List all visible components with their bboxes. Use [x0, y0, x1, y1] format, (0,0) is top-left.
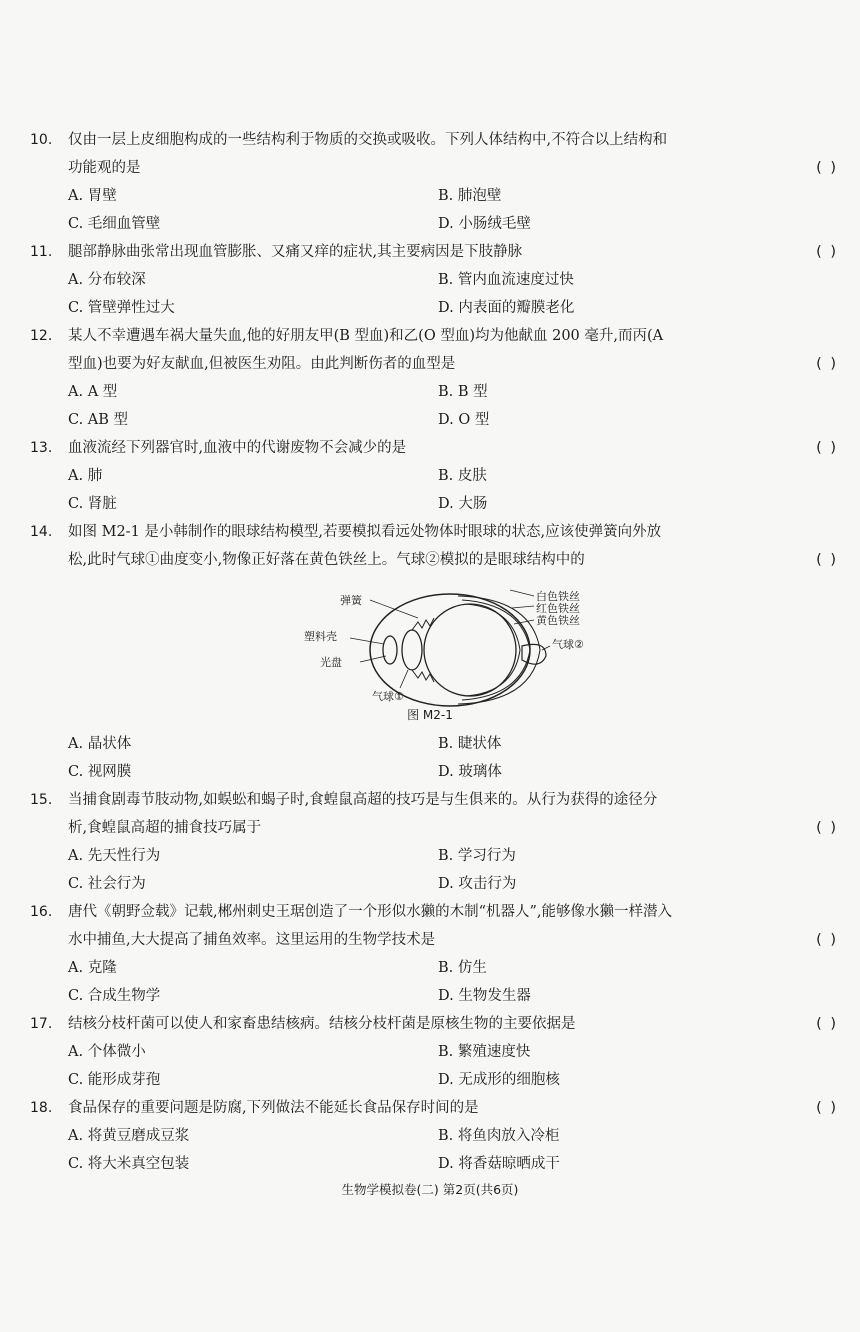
question-14-options: [30, 730, 848, 786]
options: [68, 182, 848, 238]
question-number: 14.: [30, 524, 53, 540]
option-c: C. AB 型: [68, 412, 129, 428]
option-a: A. 分布较深: [68, 272, 146, 288]
stem-line: 水中捕鱼,大大提高了捕鱼效率。这里运用的生物学技术是: [68, 932, 436, 948]
stem-line: 如图 M2-1 是小韩制作的眼球结构模型,若要模拟看远处物体时眼球的状态,应该使弹簧向外放: [68, 524, 662, 540]
options: [68, 378, 848, 434]
stem-line: 食品保存的重要问题是防腐,下列做法不能延长食品保存时间的是: [68, 1100, 479, 1116]
question-11: [30, 238, 848, 322]
option-b: B. 学习行为: [438, 848, 516, 864]
option-a: A. 晶状体: [68, 736, 132, 752]
option-a: A. 肺: [68, 468, 103, 484]
option-a: A. A 型: [68, 384, 118, 400]
question-number: 16.: [30, 904, 53, 920]
option-b: B. 仿生: [438, 960, 487, 976]
balloon-2: [522, 644, 546, 664]
question-14: [30, 518, 848, 574]
option-b: B. 将鱼肉放入冷柜: [438, 1128, 560, 1144]
option-a: A. 个体微小: [68, 1044, 146, 1060]
page-footer: 生物学模拟卷(二) 第2页(共6页): [341, 1182, 519, 1197]
label-white-wire: 白色铁丝: [536, 590, 580, 603]
answer-bracket: ( ): [816, 440, 838, 456]
stem-line: 仅由一层上皮细胞构成的一些结构利于物质的交换或吸收。下列人体结构中,不符合以上结构和: [68, 132, 668, 148]
stem-line: 析,食蝗鼠高超的捕食技巧属于: [68, 820, 262, 836]
stem-line: 腿部静脉曲张常出现血管膨胀、又痛又痒的症状,其主要病因是下肢静脉: [68, 244, 523, 260]
question-13: [30, 434, 848, 518]
option-d: D. 无成形的细胞核: [438, 1072, 560, 1088]
answer-bracket: ( ): [816, 356, 838, 372]
question-number: 10.: [30, 132, 53, 148]
question-number: 12.: [30, 328, 53, 344]
option-b: B. 肺泡壁: [438, 188, 502, 204]
question-17: [30, 1010, 848, 1094]
answer-bracket: ( ): [816, 160, 838, 176]
inner-circle: [424, 604, 516, 696]
question-number: 17.: [30, 1016, 53, 1032]
question-number: 13.: [30, 440, 53, 456]
option-d: D. O 型: [438, 412, 490, 428]
question-number: 15.: [30, 792, 53, 808]
answer-bracket: ( ): [816, 244, 838, 260]
option-a: A. 克隆: [68, 960, 117, 976]
stem-line: 某人不幸遭遇车祸大量失血,他的好朋友甲(B 型血)和乙(O 型血)均为他献血 200 毫升,而丙(A: [68, 328, 664, 344]
option-d: D. 大肠: [438, 496, 488, 512]
options: [68, 1038, 848, 1094]
answer-bracket: ( ): [816, 552, 838, 568]
options: [68, 1122, 848, 1178]
question-stem: [68, 898, 838, 954]
label-disc: 光盘: [320, 656, 342, 669]
question-18: [30, 1094, 848, 1178]
stem-line: 唐代《朝野佥载》记载,郴州刺史王琚创造了一个形似水獭的木制“机器人”,能够像水獭一样潜入: [68, 904, 673, 920]
answer-bracket: ( ): [816, 932, 838, 948]
label-plastic-shell: 塑料壳: [304, 630, 337, 643]
option-b: B. 睫状体: [438, 736, 502, 752]
option-d: D. 内表面的瓣膜老化: [438, 300, 575, 316]
label-balloon-1: 气球①: [372, 690, 404, 703]
option-a: A. 先天性行为: [68, 848, 161, 864]
option-d: D. 生物发生器: [438, 988, 531, 1004]
question-stem: [68, 518, 838, 574]
options: [68, 954, 848, 1010]
stem-line: 当捕食剧毒节肢动物,如蜈蚣和蝎子时,食蝗鼠高超的技巧是与生俱来的。从行为获得的途径分: [68, 792, 658, 808]
option-d: D. 玻璃体: [438, 764, 502, 780]
option-c: C. 管壁弹性过大: [68, 300, 175, 316]
options: [68, 266, 848, 322]
balloon-1: [402, 630, 422, 670]
option-d: D. 小肠绒毛壁: [438, 216, 531, 232]
spring-bottom: [412, 670, 434, 682]
label-red-wire: 红色铁丝: [536, 602, 580, 615]
answer-bracket: ( ): [816, 820, 838, 836]
question-15: [30, 786, 848, 898]
option-c: C. 毛细血管壁: [68, 216, 161, 232]
white-wire: [458, 596, 540, 704]
option-a: A. 胃壁: [68, 188, 117, 204]
option-c: C. 视网膜: [68, 764, 132, 780]
option-b: B. 皮肤: [438, 468, 487, 484]
option-c: C. 合成生物学: [68, 988, 161, 1004]
figure-caption: 图 M2-1: [407, 708, 453, 722]
option-b: B. 繁殖速度快: [438, 1044, 531, 1060]
question-stem: [68, 1094, 838, 1122]
answer-bracket: ( ): [816, 1016, 838, 1032]
yellow-wire: [466, 604, 520, 696]
question-stem: [68, 126, 838, 182]
question-16: [30, 898, 848, 1010]
option-d: D. 将香菇晾晒成干: [438, 1156, 560, 1172]
option-d: D. 攻击行为: [438, 876, 517, 892]
options: [68, 462, 848, 518]
answer-bracket: ( ): [816, 1100, 838, 1116]
options: [68, 730, 848, 786]
option-c: C. 能形成芽孢: [68, 1072, 161, 1088]
label-spring: 弹簧: [340, 594, 362, 607]
spring-top: [412, 618, 434, 630]
stem-line: 型血)也要为好友献血,但被医生劝阻。由此判断伤者的血型是: [68, 356, 456, 372]
question-stem: [68, 1010, 838, 1038]
question-stem: [68, 238, 838, 266]
question-number: 11.: [30, 244, 53, 260]
option-b: B. B 型: [438, 384, 488, 400]
disc: [383, 636, 397, 664]
label-balloon-2: 气球②: [552, 638, 584, 651]
option-c: C. 肾脏: [68, 496, 117, 512]
question-stem: [68, 322, 838, 378]
question-12: [30, 322, 848, 434]
question-number: 18.: [30, 1100, 53, 1116]
question-10: [30, 126, 848, 238]
stem-line: 功能观的是: [68, 160, 141, 176]
option-b: B. 管内血流速度过快: [438, 272, 574, 288]
stem-line: 血液流经下列器官时,血液中的代谢废物不会减少的是: [68, 440, 407, 456]
question-stem: [68, 434, 838, 462]
stem-line: 结核分枝杆菌可以使人和家畜患结核病。结核分枝杆菌是原核生物的主要依据是: [68, 1016, 576, 1032]
label-yellow-wire: 黄色铁丝: [536, 614, 580, 627]
stem-line: 松,此时气球①曲度变小,物像正好落在黄色铁丝上。气球②模拟的是眼球结构中的: [68, 552, 585, 568]
option-c: C. 将大米真空包装: [68, 1156, 190, 1172]
option-a: A. 将黄豆磨成豆浆: [68, 1128, 190, 1144]
options: [68, 842, 848, 898]
question-stem: [68, 786, 838, 842]
option-c: C. 社会行为: [68, 876, 146, 892]
